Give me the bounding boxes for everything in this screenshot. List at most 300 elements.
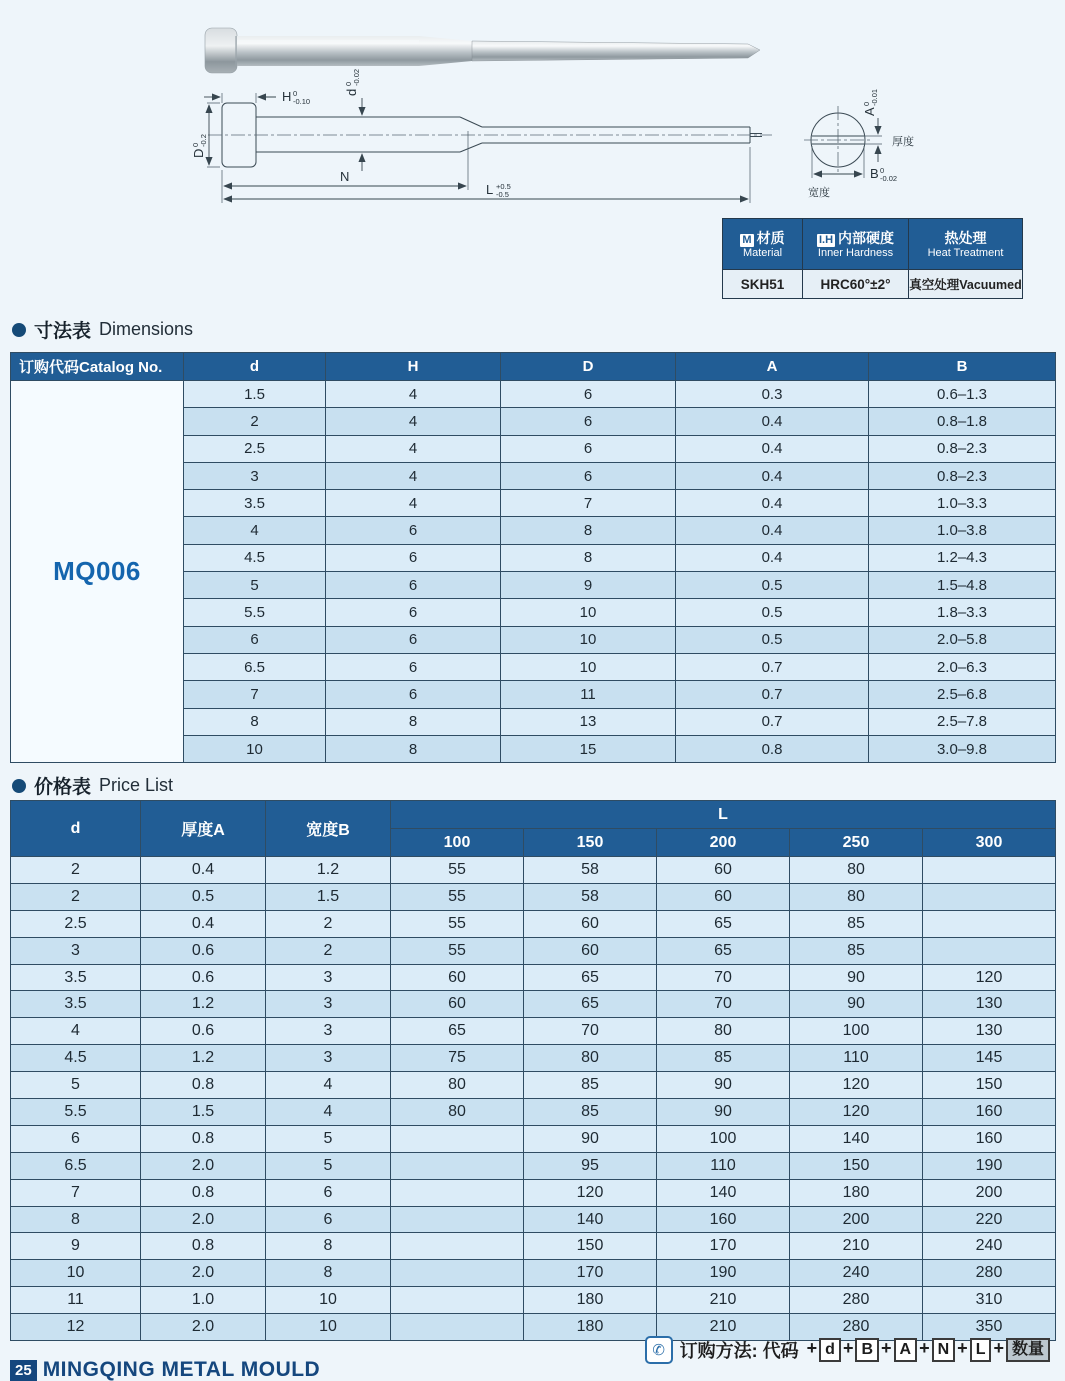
price-cell: 130 [923,1018,1056,1045]
price-cell: 0.4 [141,857,266,884]
price-cell [391,1152,524,1179]
dim-l-label [486,182,511,199]
dimensions-cell: 2.0–5.8 [869,626,1056,653]
price-cell: 1.2 [141,991,266,1018]
dimensions-cell: 1.8–3.3 [869,599,1056,626]
price-cell: 80 [524,1045,657,1072]
dimensions-cell: 0.5 [676,599,869,626]
price-cell: 120 [790,1072,923,1099]
svg-text:0: 0 [344,81,353,86]
dimensions-cell: 1.0–3.3 [869,490,1056,517]
dim-d-label [344,69,361,96]
dimensions-section-title: 寸法表 Dimensions [12,316,193,343]
spec-header-heat-treatment: 热处理 Heat Treatment [909,219,1023,270]
price-cell: 240 [790,1260,923,1287]
dimensions-cell: 8 [326,708,501,735]
dimensions-cell: 6.5 [184,653,326,680]
dimensions-cell: 2.5 [184,435,326,462]
svg-text:H: H [282,89,292,104]
dimensions-cell: 0.4 [676,544,869,571]
width-label: 宽度 [808,187,830,199]
price-cell: 150 [790,1152,923,1179]
brand-logo [10,1358,320,1381]
plus-sign: + [881,1338,892,1358]
dim-n-label: N [340,169,350,184]
dimensions-cell: 6 [326,681,501,708]
price-cell: 0.8 [141,1179,266,1206]
dimensions-cell: 6 [501,408,676,435]
dimensions-table-body [11,381,1056,763]
price-col-L: L [391,801,1056,829]
price-row [11,1045,1056,1072]
price-cell: 58 [524,883,657,910]
price-cell: 60 [391,964,524,991]
price-cell [391,1287,524,1314]
price-cell: 3.5 [11,964,141,991]
order-method-line [645,1336,1051,1364]
catalog-no-header: 订购代码Catalog No. [11,353,184,381]
order-box: B [855,1338,879,1362]
dimensions-cell: 6 [501,435,676,462]
price-cell: 65 [391,1018,524,1045]
price-cell: 80 [790,857,923,884]
dimensions-cell: 6 [501,381,676,408]
price-col-width-b: 宽度B [266,801,391,857]
col-header-D: D [501,353,676,381]
price-cell: 160 [923,1099,1056,1126]
dimensions-cell: 6 [326,544,501,571]
svg-text:-0.10: -0.10 [293,97,311,106]
price-cell: 70 [657,964,790,991]
price-cell: 58 [524,857,657,884]
dimensions-cell: 4 [184,517,326,544]
price-cell: 0.4 [141,910,266,937]
price-cell: 70 [657,991,790,1018]
dimensions-cell: 0.8 [676,735,869,762]
dimensions-cell: 3.5 [184,490,326,517]
spec-value-hardness: HRC60°±2° [803,270,909,299]
col-header-H: H [326,353,501,381]
dimensions-cell: 1.2–4.3 [869,544,1056,571]
price-cell: 6 [266,1206,391,1233]
price-row [11,1018,1056,1045]
phone-icon: ✆ [645,1336,673,1364]
price-cell: 200 [923,1179,1056,1206]
price-L-300: 300 [923,829,1056,857]
price-cell: 140 [657,1179,790,1206]
price-cell: 70 [524,1018,657,1045]
price-row [11,1260,1056,1287]
price-row [11,964,1056,991]
price-cell: 90 [790,964,923,991]
price-cell: 90 [524,1125,657,1152]
price-cell: 2.0 [141,1314,266,1341]
dimensions-cell: 0.4 [676,462,869,489]
dimensions-cell: 10 [501,626,676,653]
dimensions-cell: 5 [184,572,326,599]
order-box: 数量 [1006,1338,1050,1362]
price-cell: 140 [524,1206,657,1233]
price-cell: 85 [524,1099,657,1126]
dimensions-cell: 0.8–1.8 [869,408,1056,435]
material-badge: M [742,233,752,246]
price-cell: 65 [524,991,657,1018]
pin-side-view [191,69,772,203]
spec-header-hardness: I.H 内部硬度 Inner Hardness [803,219,909,270]
price-cell: 55 [391,883,524,910]
price-cell: 1.5 [141,1099,266,1126]
price-cell: 85 [790,910,923,937]
price-cell [391,1179,524,1206]
price-cell [391,1206,524,1233]
price-cell: 100 [790,1018,923,1045]
price-cell: 210 [657,1314,790,1341]
price-cell: 55 [391,937,524,964]
dimensions-cell: 10 [501,599,676,626]
price-table [10,800,1056,1341]
order-method-text: 订购方法: 代码 [679,1341,799,1361]
price-cell: 0.5 [141,883,266,910]
dimensions-cell: 6 [326,599,501,626]
price-cell: 160 [657,1206,790,1233]
price-cell: 160 [923,1125,1056,1152]
price-cell: 190 [923,1152,1056,1179]
price-row [11,937,1056,964]
col-header-A: A [676,353,869,381]
price-cell: 6 [11,1125,141,1152]
price-cell: 150 [524,1233,657,1260]
price-cell: 130 [923,991,1056,1018]
price-L-100: 100 [391,829,524,857]
price-cell: 10 [266,1287,391,1314]
dimensions-cell: 10 [184,735,326,762]
price-cell: 55 [391,857,524,884]
price-cell: 10 [266,1314,391,1341]
col-header-d: d [184,353,326,381]
order-formula [806,1338,1051,1362]
thickness-label: 厚度 [892,136,914,148]
pin-section-view [804,89,914,199]
price-cell: 280 [923,1260,1056,1287]
svg-text:B: B [870,166,879,181]
dimensions-cell: 0.6–1.3 [869,381,1056,408]
price-cell [391,1260,524,1287]
order-box: d [819,1338,841,1362]
price-cell: 2 [11,883,141,910]
dimensions-cell: 2.5–7.8 [869,708,1056,735]
price-col-d: d [11,801,141,857]
price-cell: 90 [790,991,923,1018]
price-cell: 11 [11,1287,141,1314]
order-box: N [932,1338,956,1362]
price-cell: 85 [790,937,923,964]
price-cell: 7 [11,1179,141,1206]
price-cell: 120 [524,1179,657,1206]
price-cell: 3.5 [11,991,141,1018]
price-cell: 2 [11,857,141,884]
hardness-badge: I.H [818,233,834,246]
price-row [11,1233,1056,1260]
plus-sign: + [957,1338,968,1358]
dimensions-cell: 7 [184,681,326,708]
price-cell: 120 [923,964,1056,991]
price-cell: 5.5 [11,1099,141,1126]
price-row [11,1206,1056,1233]
order-box: L [970,1338,992,1362]
price-cell: 5 [266,1125,391,1152]
price-cell: 110 [657,1152,790,1179]
dimensions-cell: 3 [184,462,326,489]
dimensions-cell: 4 [326,381,501,408]
price-cell [391,1233,524,1260]
price-cell: 210 [790,1233,923,1260]
price-cell: 6.5 [11,1152,141,1179]
dim-b-label [870,166,897,183]
dimensions-cell: 10 [501,653,676,680]
svg-text:-0.2: -0.2 [199,134,208,147]
dimensions-cell: 6 [184,626,326,653]
dimensions-cell: 0.3 [676,381,869,408]
price-cell: 2.0 [141,1260,266,1287]
dimensions-cell: 6 [326,653,501,680]
price-cell: 65 [657,910,790,937]
price-cell [391,1125,524,1152]
price-cell: 4.5 [11,1045,141,1072]
dimensions-cell: 3.0–9.8 [869,735,1056,762]
dimensions-cell: 15 [501,735,676,762]
dimensions-cell: 4 [326,408,501,435]
order-box: A [894,1338,918,1362]
price-cell: 12 [11,1314,141,1341]
svg-text:0: 0 [191,142,200,147]
price-cell: 170 [657,1233,790,1260]
dimensions-cell: 2 [184,408,326,435]
dimensions-cell: 2.5–6.8 [869,681,1056,708]
price-cell: 180 [790,1179,923,1206]
svg-text:0: 0 [293,89,298,98]
price-cell: 110 [790,1045,923,1072]
price-cell: 350 [923,1314,1056,1341]
price-cell: 3 [266,991,391,1018]
price-cell: 190 [657,1260,790,1287]
price-row [11,1099,1056,1126]
price-cell: 60 [524,937,657,964]
dimensions-cell: 11 [501,681,676,708]
price-cell: 170 [524,1260,657,1287]
price-row [11,1125,1056,1152]
price-cell: 280 [790,1314,923,1341]
plus-sign: + [806,1338,818,1358]
price-cell: 5 [11,1072,141,1099]
svg-text:-0.5: -0.5 [496,190,509,199]
price-cell: 0.8 [141,1125,266,1152]
price-cell: 1.2 [266,857,391,884]
dimensions-table [10,352,1056,763]
price-cell: 3 [266,1018,391,1045]
price-row [11,1179,1056,1206]
price-cell: 4 [266,1099,391,1126]
plus-sign: + [993,1338,1004,1358]
dimensions-cell: 0.4 [676,408,869,435]
dimensions-cell: 0.7 [676,653,869,680]
dimensions-cell: 0.5 [676,572,869,599]
price-cell [923,937,1056,964]
price-cell: 0.6 [141,964,266,991]
dimensions-header-row [11,353,1056,381]
price-cell: 60 [524,910,657,937]
dimensions-cell: 0.4 [676,435,869,462]
svg-text:-0.02: -0.02 [880,174,898,183]
price-cell: 75 [391,1045,524,1072]
price-cell: 1.5 [266,883,391,910]
price-cell: 9 [11,1233,141,1260]
price-cell: 65 [657,937,790,964]
dimensions-cell: 8 [184,708,326,735]
dimensions-cell: 9 [501,572,676,599]
spec-header-material: M 材质 Material [723,219,803,270]
price-cell: 0.6 [141,1018,266,1045]
col-header-B: B [869,353,1056,381]
svg-text:-0.02: -0.02 [352,68,361,86]
dimensions-cell: 6 [501,462,676,489]
catalog-number-cell: MQ006 [11,381,184,763]
price-cell: 2 [266,937,391,964]
price-cell: 0.8 [141,1072,266,1099]
price-cell: 2.0 [141,1152,266,1179]
price-L-250: 250 [790,829,923,857]
price-cell [923,883,1056,910]
price-table-body [11,857,1056,1341]
svg-text:L: L [486,182,494,197]
price-cell: 240 [923,1233,1056,1260]
price-cell: 5 [266,1152,391,1179]
dimensions-cell: 4.5 [184,544,326,571]
price-cell: 90 [657,1099,790,1126]
svg-text:A: A [862,107,877,116]
price-cell: 145 [923,1045,1056,1072]
price-cell: 60 [391,991,524,1018]
svg-text:-0.01: -0.01 [870,88,879,106]
price-row [11,991,1056,1018]
svg-text:+0.5: +0.5 [496,182,511,191]
price-cell: 90 [657,1072,790,1099]
price-cell: 2.5 [11,910,141,937]
bullet-icon [12,323,26,337]
price-cell: 180 [524,1287,657,1314]
price-row [11,857,1056,884]
price-cell: 85 [524,1072,657,1099]
price-cell: 0.8 [141,1233,266,1260]
price-cell: 200 [790,1206,923,1233]
dimensions-cell: 6 [326,517,501,544]
dimensions-cell: 6 [326,626,501,653]
price-cell: 2.0 [141,1206,266,1233]
dimensions-cell: 1.5–4.8 [869,572,1056,599]
dim-h-label [282,89,310,106]
plus-sign: + [919,1338,930,1358]
price-row [11,1152,1056,1179]
price-cell: 4 [266,1072,391,1099]
dim-a-label [862,89,879,116]
dimensions-cell: 0.7 [676,708,869,735]
price-cell: 8 [11,1206,141,1233]
price-cell: 120 [790,1099,923,1126]
dimensions-cell: 1.5 [184,381,326,408]
price-cell: 55 [391,910,524,937]
price-cell: 95 [524,1152,657,1179]
dimensions-cell: 7 [501,490,676,517]
dimensions-cell: 8 [501,544,676,571]
price-cell: 8 [266,1260,391,1287]
dimensions-cell: 0.7 [676,681,869,708]
dimensions-cell: 4 [326,462,501,489]
price-cell: 6 [266,1179,391,1206]
spec-table [722,218,1023,299]
price-cell: 4 [11,1018,141,1045]
price-L-200: 200 [657,829,790,857]
page-number-badge: 25 [10,1360,37,1381]
price-cell: 220 [923,1206,1056,1233]
dimensions-cell: 4 [326,435,501,462]
plus-sign: + [842,1338,854,1358]
price-cell: 80 [790,883,923,910]
price-cell: 0.6 [141,937,266,964]
dimensions-cell: 0.8–2.3 [869,435,1056,462]
price-cell: 180 [524,1314,657,1341]
svg-text:D: D [191,148,206,158]
svg-text:0: 0 [880,166,885,175]
dimensions-cell: 0.5 [676,626,869,653]
price-row [11,1072,1056,1099]
price-cell: 10 [11,1260,141,1287]
price-cell: 280 [790,1287,923,1314]
price-cell [391,1314,524,1341]
price-cell: 1.0 [141,1287,266,1314]
price-col-thickness-a: 厚度A [141,801,266,857]
svg-text:0: 0 [862,101,871,106]
dimensions-row [11,381,1056,408]
price-cell [923,910,1056,937]
price-cell: 2 [266,910,391,937]
spec-value-material: SKH51 [723,270,803,299]
price-cell: 85 [657,1045,790,1072]
price-row [11,1287,1056,1314]
brand-name: MINGQING METAL MOULD [42,1358,321,1381]
dimensions-cell: 13 [501,708,676,735]
price-cell: 210 [657,1287,790,1314]
price-cell: 150 [923,1072,1056,1099]
price-cell: 3 [266,964,391,991]
price-cell: 80 [657,1018,790,1045]
price-cell: 80 [391,1099,524,1126]
price-cell: 65 [524,964,657,991]
bullet-icon [12,779,26,793]
pin-photo [205,28,760,73]
price-cell: 60 [657,883,790,910]
dimensions-cell: 8 [326,735,501,762]
price-cell: 310 [923,1287,1056,1314]
price-section-title: 价格表 Price List [12,772,173,799]
price-cell: 140 [790,1125,923,1152]
price-header-row-1 [11,801,1056,829]
price-row [11,910,1056,937]
price-cell: 100 [657,1125,790,1152]
price-cell: 3 [11,937,141,964]
price-L-150: 150 [524,829,657,857]
price-cell: 60 [657,857,790,884]
price-cell: 80 [391,1072,524,1099]
dimensions-cell: 4 [326,490,501,517]
